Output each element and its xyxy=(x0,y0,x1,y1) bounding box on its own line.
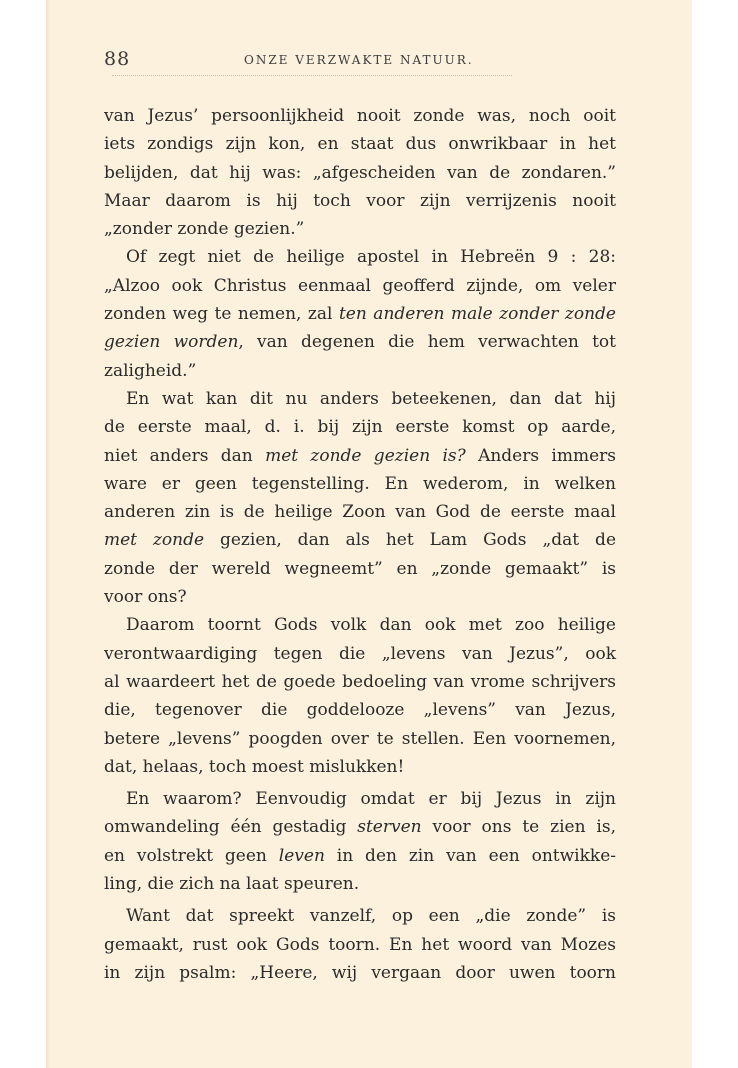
text-line: in zijn psalm: „Heere, wij vergaan door uwen toorn xyxy=(104,962,616,983)
paragraph-3 xyxy=(104,385,616,611)
running-title: ONZE VERZWAKTE NATUUR. xyxy=(244,53,474,67)
body-text xyxy=(104,102,616,987)
text-run: en volstrekt geen xyxy=(104,845,279,866)
italic-text: met zonde xyxy=(104,530,205,551)
text-line: die, tegenover die goddelooze „levens” van Jezus, xyxy=(104,700,616,721)
text-line: anderen zin is de heilige Zoon van God de eerste maal xyxy=(104,502,616,523)
page-header xyxy=(104,44,616,74)
text-line xyxy=(104,813,616,841)
text-line: zonde der wereld wegneemt” en „zonde gemaakt” is xyxy=(104,558,616,579)
text-line: „zonder zonde gezien.” xyxy=(104,219,305,240)
italic-text: leven xyxy=(278,845,325,866)
text-line: belijden, dat hij was: „afgescheiden van de zondaren.” xyxy=(104,162,616,183)
text-line: verontwaardiging tegen die „levens van Jezus”, ook xyxy=(104,643,616,664)
text-line: Of zegt niet de heilige apostel in Hebreën 9 : 28: xyxy=(126,247,616,268)
text-run: niet anders dan xyxy=(104,445,266,466)
text-line xyxy=(104,842,616,870)
text-line: Daarom toornt Gods volk dan ook met zoo heilige xyxy=(126,615,616,636)
italic-text: met zonde gezien is? xyxy=(265,445,466,466)
text-line: Want dat spreekt vanzelf, op een „die zonde” is xyxy=(126,906,616,927)
text-run: , van degenen die hem verwachten tot xyxy=(238,332,616,353)
text-line: betere „levens” poogden over te stellen. Een voornemen, xyxy=(104,728,616,749)
paragraph-2 xyxy=(104,243,616,384)
text-run: zonden weg te nemen, zal xyxy=(104,304,339,325)
text-run: omwandeling één gestadig xyxy=(104,817,358,838)
text-line xyxy=(104,526,616,554)
text-run: in den zin van een ontwikke- xyxy=(324,845,617,866)
text-line: En waarom? Eenvoudig omdat er bij Jezus in zijn xyxy=(126,789,616,810)
text-line: gemaakt, rust ook Gods toorn. En het woord van Mozes xyxy=(104,934,616,955)
paragraph-1 xyxy=(104,102,616,243)
text-line: van Jezus’ persoonlijkheid nooit zonde was, noch ooit xyxy=(104,106,616,126)
text-line: En wat kan dit nu anders beteekenen, dan dat hij xyxy=(126,388,616,409)
text-line: „Alzoo ook Christus eenmaal geofferd zijnde, om veler xyxy=(104,275,616,296)
text-line: voor ons? xyxy=(104,587,187,608)
italic-text: ten anderen male zonder zonde xyxy=(338,304,616,325)
text-line: zaligheid.” xyxy=(104,360,197,381)
text-line: ling, die zich na laat speuren. xyxy=(104,874,360,895)
text-line xyxy=(104,328,616,356)
text-run: voor ons te zien is, xyxy=(421,817,616,838)
text-line: Maar daarom is hij toch voor zijn verrijzenis nooit xyxy=(104,190,616,211)
header-rule xyxy=(112,75,512,76)
text-line: dat, helaas, toch moest mislukken! xyxy=(104,756,405,777)
text-line: ware er geen tegenstelling. En wederom, in welken xyxy=(104,473,616,494)
italic-text: sterven xyxy=(357,817,422,838)
text-line: iets zondigs zijn kon, en staat dus onwrikbaar in het xyxy=(104,134,616,155)
page-number: 88 xyxy=(104,48,131,70)
page-gutter-shadow xyxy=(46,0,50,1068)
text-line: al waardeert het de goede bedoeling van vrome schrijvers xyxy=(104,671,616,692)
italic-text: gezien worden xyxy=(104,332,239,353)
paragraph-5 xyxy=(104,785,616,898)
text-run: gezien, dan als het Lam Gods „dat de xyxy=(204,530,617,551)
text-line xyxy=(104,442,616,470)
text-line: de eerste maal, d. i. bij zijn eerste komst op aarde, xyxy=(104,417,616,438)
paragraph-4 xyxy=(104,611,616,781)
paragraph-6 xyxy=(104,902,616,987)
text-line xyxy=(104,300,616,328)
text-run: Anders immers xyxy=(465,445,616,466)
